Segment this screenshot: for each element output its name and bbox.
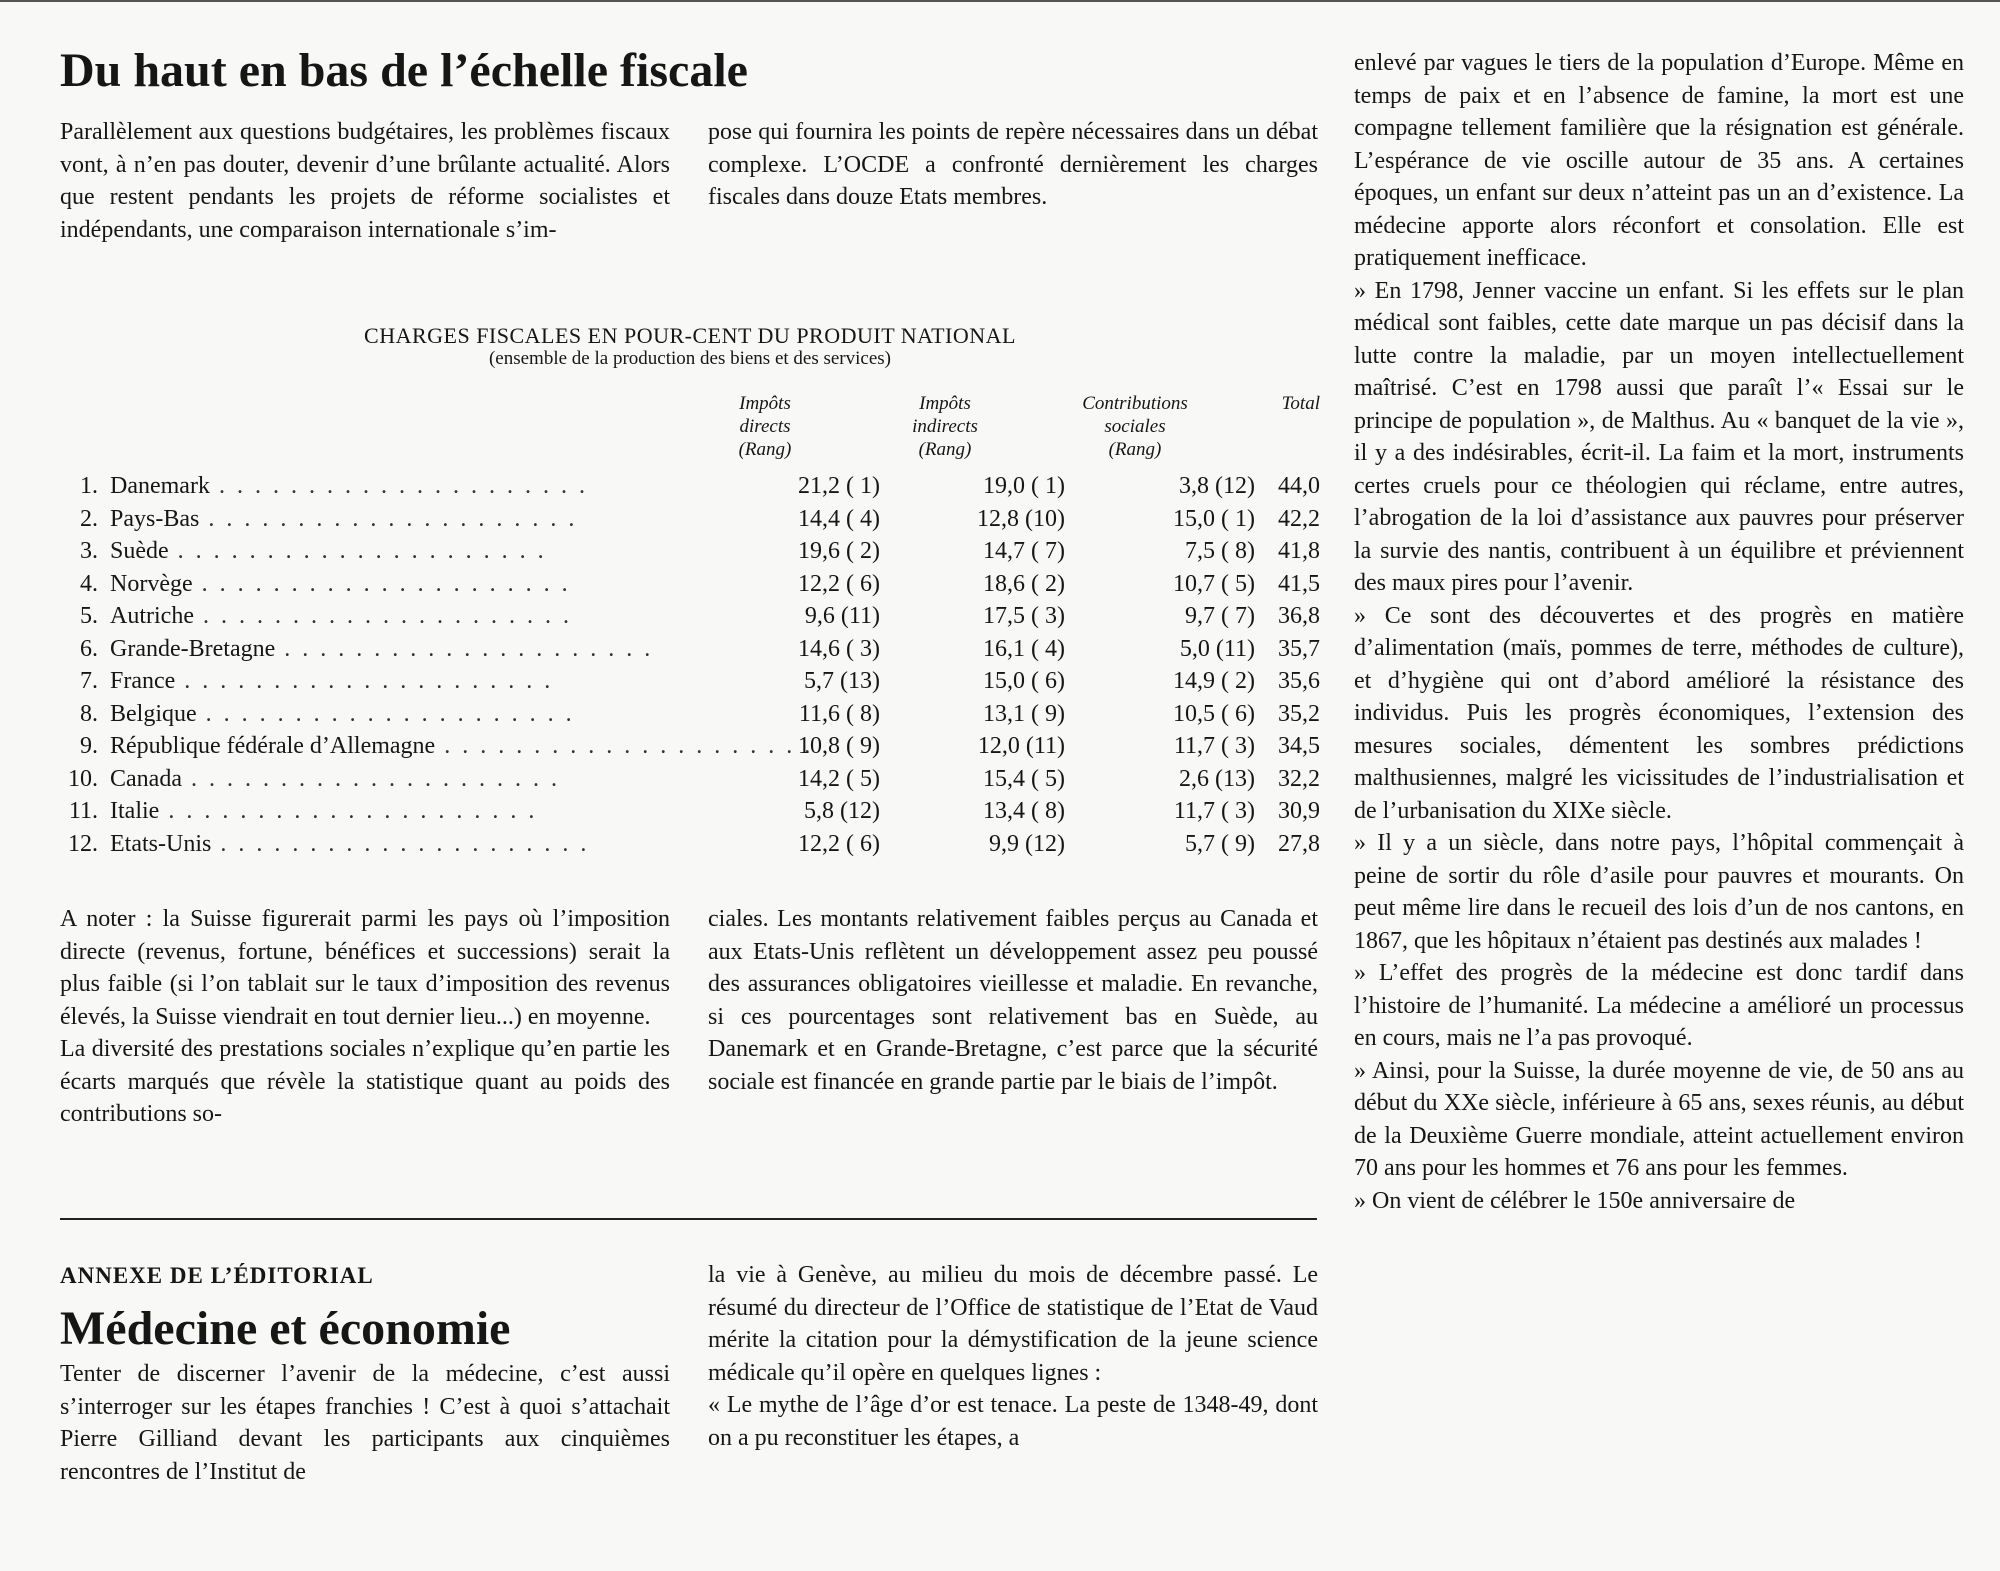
row-rank: 6. [80,635,98,662]
row-direct: 19,6 ( 2) [798,538,880,564]
row-country: Danemark . . . . . . . . . . . . . . . . . . . . . [110,473,588,499]
row-indirect: 12,0 (11) [977,733,1065,759]
intro-column-1 [60,116,670,246]
row-total: 35,7 [1278,635,1320,662]
table-row [60,730,1320,763]
header-total: Total [1281,393,1320,414]
row-social: 11,7 ( 3) [1173,798,1255,824]
row-indirect: 13,1 ( 9) [983,700,1065,727]
row-direct: 21,2 ( 1) [798,473,880,499]
row-rank: 4. [80,570,98,597]
table-row [60,795,1320,828]
row-social: 14,9 ( 2) [1173,668,1255,694]
row-total: 35,6 [1278,668,1320,694]
row-country: Etats-Unis . . . . . . . . . . . . . . . . . . . . . [110,830,590,857]
right-paragraph-3: » Ce sont des découvertes et des progrès en matière d’alimentation (maïs, pommes de terre, méthodes de culture), et d’hygiène qui ont d’abord amélioré la résistance des individus. Puis les progrès économiques, l’extension des mesures sociales, démentent les sombres prédictions malthusiennes, malgré les vicissitudes de l’industrialisation et de l’urbanisation du XIXe siècle. [1354,602,1964,824]
row-total: 27,8 [1278,830,1320,857]
header-social-contributions: Contributions sociales (Rang) [1082,393,1188,460]
table-row [60,763,1320,796]
intro-paragraph-2: pose qui fournira les points de repère nécessaires dans un débat complexe. L’OCDE a confronté dernièrement les charges fiscales dans douze Etats membres. [708,119,1318,210]
row-indirect: 15,0 ( 6) [983,668,1065,694]
table-row [60,698,1320,731]
row-total: 41,5 [1278,570,1320,597]
row-total: 42,2 [1278,505,1320,532]
row-country: République fédérale d’Allemagne . . . . . . . . . . . . . . . . . . . . . [110,733,814,759]
row-country: Norvège . . . . . . . . . . . . . . . . . . . . . [110,570,571,597]
row-indirect: 9,9 (12) [989,830,1065,857]
row-rank: 2. [80,505,98,532]
row-social: 5,0 (11) [1179,635,1255,662]
right-paragraph-1: enlevé par vagues le tiers de la population d’Europe. Même en temps de paix et en l’absence de famine, la mort est une compagne tellement familière que la résignation est générale. L’espérance de vie oscille autour de 35 ans. A certaines époques, un enfant sur deux n’atteint pas un an d’existence. La médecine apporte alors réconfort et consolation. Elle est pratiquement inefficace. [1354,50,1964,271]
table-row [60,535,1320,568]
right-paragraph-2: » En 1798, Jenner vaccine un enfant. Si les effets sur le plan médical sont faibles, cette date marque un pas décisif dans la lutte contre la maladie, par un moyen intellectuellement maîtrisé. C’est en 1798 aussi que paraît l’« Essai sur le principe de population », de Malthus. Au « banquet de la vie », il y a des indésirables, écrit-il. La faim et la mort, instruments certes cruels pour ce théologien qui réclame, entre autres, l’abrogation de la loi d’assistance aux pauvres pour préserver la survie des nantis, contribuent à un équilibre et préviennent des maux pires pour l’avenir. [1354,277,1964,596]
row-total: 44,0 [1278,473,1320,499]
row-rank: 9. [80,733,98,759]
row-rank: 12. [68,830,98,857]
header-indirect-taxes: Impôts indirects (Rang) [912,393,978,460]
row-indirect: 17,5 ( 3) [983,603,1065,629]
row-rank: 3. [80,538,98,564]
article2-column-1 [60,1358,670,1488]
note-paragraph-3: ciales. Les montants relativement faibles perçus au Canada et aux Etats-Unis reflètent un développement assez peu poussé des assurances obligatoires vieillesse et maladie. En revanche, si ces pourcentages sont relativement bas en Suède, au Danemark et en Grande-Bretagne, c’est parce que la sécurité sociale est financée en grande partie par le biais de l’impôt. [708,906,1318,1095]
tax-table [60,470,1320,860]
row-direct: 14,4 ( 4) [798,505,880,532]
table-title: CHARGES FISCALES EN POUR-CENT DU PRODUIT NATIONAL [364,323,1016,348]
row-rank: 1. [80,473,98,499]
row-total: 41,8 [1278,538,1320,564]
note-paragraph-2: La diversité des prestations sociales n’explique qu’en partie les écarts marqués que révèle la statistique quant au poids des contributions so- [60,1036,670,1127]
row-country: Grande-Bretagne . . . . . . . . . . . . . . . . . . . . . [110,635,654,662]
article2-paragraph-1: Tenter de discerner l’avenir de la médecine, c’est aussi s’interroger sur les étapes franchies ! C’est à quoi s’attachait Pierre Gilliand devant les participants aux cinquièmes rencontres de l’Institut de [60,1361,670,1485]
row-social: 11,7 ( 3) [1173,733,1255,759]
article2-paragraph-3: « Le mythe de l’âge d’or est tenace. La peste de 1348-49, dont on a pu reconstituer les étapes, a [708,1392,1318,1451]
table-row [60,568,1320,601]
row-direct: 12,2 ( 6) [798,570,880,597]
row-country: Belgique . . . . . . . . . . . . . . . . . . . . . [110,700,575,727]
row-social: 9,7 ( 7) [1185,603,1255,629]
row-direct: 14,6 ( 3) [798,635,880,662]
row-country: Canada . . . . . . . . . . . . . . . . . . . . . [110,765,560,792]
note-column-2 [708,903,1318,1098]
row-total: 35,2 [1278,700,1320,727]
intro-paragraph-1: Parallèlement aux questions budgétaires, les problèmes fiscaux vont, à n’en pas douter, devenir d’une brûlante actualité. Alors que restent pendants les projets de réforme socialistes et indépendants, une comparaison internationale s’im- [60,119,670,243]
row-direct: 9,6 (11) [804,603,880,629]
article-title-2: Médecine et économie [60,1302,511,1355]
row-indirect: 18,6 ( 2) [983,570,1065,597]
row-rank: 7. [80,668,98,694]
row-social: 15,0 ( 1) [1173,505,1255,532]
row-country: Autriche . . . . . . . . . . . . . . . . . . . . . [110,603,572,629]
note-column-1 [60,903,670,1131]
row-direct: 11,6 ( 8) [798,700,880,727]
row-country: France . . . . . . . . . . . . . . . . . . . . . [110,668,554,694]
table-subtitle: (ensemble de la production des biens et des services) [488,348,892,369]
table-row [60,665,1320,698]
right-column [1354,47,1964,1217]
row-social: 10,7 ( 5) [1173,570,1255,597]
row-total: 36,8 [1278,603,1320,629]
row-indirect: 13,4 ( 8) [983,798,1065,824]
row-rank: 10. [68,765,98,792]
row-rank: 11. [68,798,98,824]
right-paragraph-4: » Il y a un siècle, dans notre pays, l’hôpital commençait à peine de sortir du rôle d’asile pour pauvres et mourants. On peut même lire dans le recueil des lois d’un de nos cantons, en 1867, que les hôpitaux n’étaient pas destinés aux malades ! [1354,830,1964,954]
article-title: Du haut en bas de l’échelle fiscale [60,44,748,97]
row-total: 32,2 [1278,765,1320,792]
section-kicker: ANNEXE DE L’ÉDITORIAL [60,1263,374,1288]
right-paragraph-6: » Ainsi, pour la Suisse, la durée moyenne de vie, de 50 ans au début du XXe siècle, inférieure à 65 ans, sexes réunis, au début de la Deuxième Guerre mondiale, atteint actuellement environ 70 ans pour les hommes et 76 ans pour les femmes. [1354,1057,1964,1181]
article2-column-2 [708,1259,1318,1454]
table-row [60,503,1320,536]
row-social: 3,8 (12) [1179,473,1255,499]
intro-column-2 [708,116,1318,214]
table-row [60,828,1320,861]
row-indirect: 15,4 ( 5) [983,765,1065,792]
row-country: Italie . . . . . . . . . . . . . . . . . . . . . [110,798,538,824]
header-direct-taxes: Impôts directs (Rang) [738,393,792,460]
row-total: 34,5 [1278,733,1320,759]
row-total: 30,9 [1278,798,1320,824]
row-social: 5,7 ( 9) [1185,830,1255,857]
table-row [60,633,1320,666]
row-indirect: 12,8 (10) [977,505,1065,532]
row-indirect: 16,1 ( 4) [983,635,1065,662]
table-row [60,600,1320,633]
row-direct: 14,2 ( 5) [798,765,880,792]
row-direct: 5,8 (12) [804,798,880,824]
right-paragraph-7: » On vient de célébrer le 150e anniversaire de [1354,1187,1796,1214]
row-direct: 10,8 ( 9) [798,733,880,759]
row-social: 2,6 (13) [1179,765,1255,792]
row-country: Suède . . . . . . . . . . . . . . . . . . . . . [110,538,547,564]
row-direct: 12,2 ( 6) [798,830,880,857]
row-rank: 5. [80,603,98,629]
top-border [0,0,2000,2]
row-country: Pays-Bas . . . . . . . . . . . . . . . . . . . . . [110,505,578,532]
row-rank: 8. [80,700,98,727]
row-direct: 5,7 (13) [804,668,880,694]
row-indirect: 14,7 ( 7) [983,538,1065,564]
row-indirect: 19,0 ( 1) [983,473,1065,499]
article2-paragraph-2: la vie à Genève, au milieu du mois de décembre passé. Le résumé du directeur de l’Office de statistique de l’Etat de Vaud mérite la citation pour la démystification de la jeune science médicale qu’il opère en quelques lignes : [708,1262,1318,1386]
row-social: 10,5 ( 6) [1173,700,1255,727]
section-divider [60,1218,1317,1220]
table-row [60,470,1320,503]
note-paragraph-1: A noter : la Suisse figurerait parmi les pays où l’imposition directe (revenus, fortune, bénéfices et successions) serait la plus faible (si l’on tablait sur le taux d’imposition des revenus élevés, la Suisse viendrait en tout dernier lieu...) en moyenne. [60,906,670,1030]
right-paragraph-5: » L’effet des progrès de la médecine est donc tardif dans l’histoire de l’humanité. La médecine a amélioré un processus en cours, mais ne l’a pas provoqué. [1354,960,1964,1051]
row-social: 7,5 ( 8) [1185,538,1255,564]
